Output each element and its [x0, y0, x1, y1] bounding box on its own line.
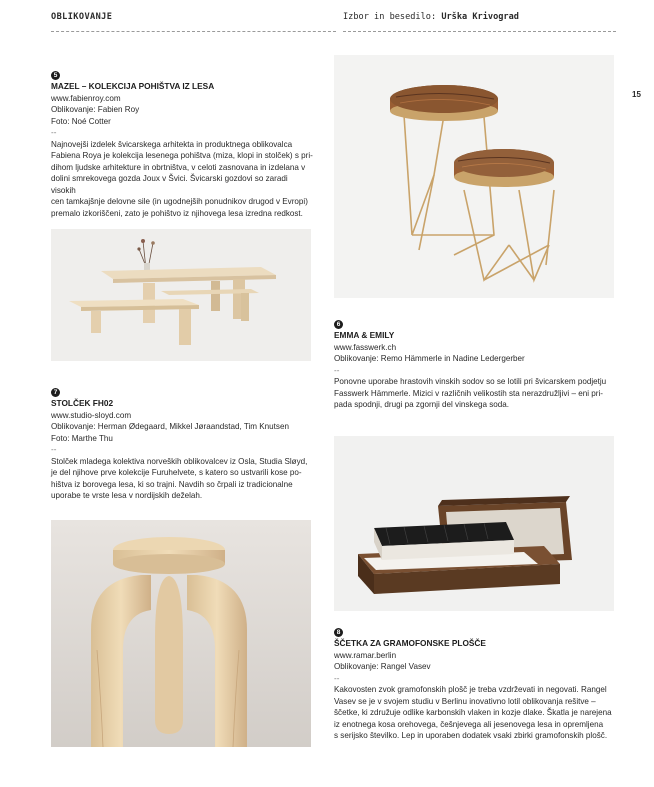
article-separator: --: [334, 365, 340, 375]
article-mazel: [51, 71, 313, 219]
body-line: Stolček mladega kolektiva norveških oblikovalcev iz Osla, Studia Sløyd,: [51, 456, 308, 466]
article-title: MAZEL – KOLEKCIJA POHIŠTVA IZ LESA: [51, 81, 215, 91]
article-title: STOLČEK FH02: [51, 398, 114, 408]
body-line: Vasev se je v svojem studiu v Berlinu inovativno lotil oblikovanja rešitve –: [334, 696, 596, 706]
article-separator: --: [51, 445, 57, 454]
article-title: EMMA & EMILY: [334, 330, 395, 340]
article-url: www.fasswerk.ch: [334, 342, 397, 352]
article-url: www.ramar.berlin: [334, 650, 397, 660]
article-title: ŠČETKA ZA GRAMOFONSKE PLOŠČE: [334, 638, 486, 648]
article-emma-emily: [334, 320, 616, 411]
credit-author: Urška Krivograd: [441, 12, 519, 22]
record-brush-photo: [334, 436, 614, 611]
body-line: Fasswerk Hämmerle. Mizici v različnih velikostih sta nerazdružljivi – eni pri-: [334, 388, 603, 398]
body-line: Kakovosten zvok gramofonskih plošč je treba vzdrževati in negovati. Rangel: [334, 685, 607, 694]
body-line: uporabe te vrste lesa v nordijskih deželah.: [51, 491, 203, 500]
article-photo-credit: Foto: Noé Cotter: [51, 116, 111, 126]
stool-photo: [51, 520, 311, 747]
article-number: 5: [51, 71, 60, 80]
article-separator: --: [51, 128, 57, 137]
header-rule-right: [343, 31, 616, 32]
article-designer: Oblikovanje: Remo Hämmerle in Nadine Ledergerber: [334, 354, 525, 363]
article-url: www.fabienroy.com: [51, 93, 121, 103]
body-line: premalo izkoriščeni, zato je pohištvo iz njihovega lesa izredna redkost.: [51, 208, 303, 218]
body-line: dihom ljudske arhitekture in obrtništva, v celoti zasnovana in izdelana v: [51, 162, 306, 172]
article-number: 8: [334, 628, 343, 637]
article-scetka: [334, 628, 616, 742]
credit-line: [343, 12, 519, 22]
body-line: Fabiena Roya je kolekcija lesenega pohištva (miza, klopi in stolček) s pri-: [51, 151, 313, 160]
body-line: pada spodnji, drugi pa zgornji del vinskega soda.: [334, 400, 510, 409]
body-line: je del njihove prve kolekcije Furuhelvete, s katero so ustvarili kose po-: [51, 468, 302, 477]
article-designer: Oblikovanje: Herman Ødegaard, Mikkel Jøraandstad, Tim Knutsen: [51, 422, 289, 431]
article-designer: Oblikovanje: Fabien Roy: [51, 105, 140, 114]
body-line: cen tamkajšnje delovne sile (in ugodnejših ponudnikov drugod v Evropi): [51, 197, 308, 206]
article-photo-credit: Foto: Marthe Thu: [51, 433, 113, 443]
article-url: www.studio-sloyd.com: [51, 410, 132, 420]
table-benches-photo: [51, 229, 311, 361]
body-line: Najnovejši izdelek švicarskega arhitekta in produktnega oblikovalca: [51, 139, 293, 149]
body-line: hištva iz borovega lesa, ki so trajni. Navdih so črpali iz tradicionalne: [51, 479, 293, 489]
header-rule-left: [51, 31, 336, 32]
article-number: 6: [334, 320, 343, 329]
body-line: ščetke, ki združuje odlike karbonskih vlaken in kozje dlake. Škatla je narejena: [334, 708, 612, 717]
article-number: 7: [51, 388, 60, 397]
article-separator: --: [334, 673, 340, 683]
article-stolcek: [51, 388, 313, 502]
body-line: Ponovne uporabe hrastovih vinskih sodov so se lotili pri švicarskem podjetju: [334, 377, 607, 386]
body-line: iz enotnega kosa orehovega, češnjevega ali jesenovega lesa in opremljena: [334, 719, 604, 729]
credit-prefix: Izbor in besedilo:: [343, 12, 437, 22]
section-title: OBLIKOVANJE: [51, 12, 113, 22]
body-line: dolini smrekovega gozda Joux v Švici. Švicarski gozdovi so zaradi visokih: [51, 174, 288, 195]
article-designer: Oblikovanje: Rangel Vasev: [334, 662, 431, 671]
body-line: s serijsko številko. Lep in uporaben dodatek vsaki zbirki gramofonskih plošč.: [334, 731, 608, 740]
page-number: 15: [632, 90, 641, 99]
side-tables-photo: [334, 55, 614, 298]
